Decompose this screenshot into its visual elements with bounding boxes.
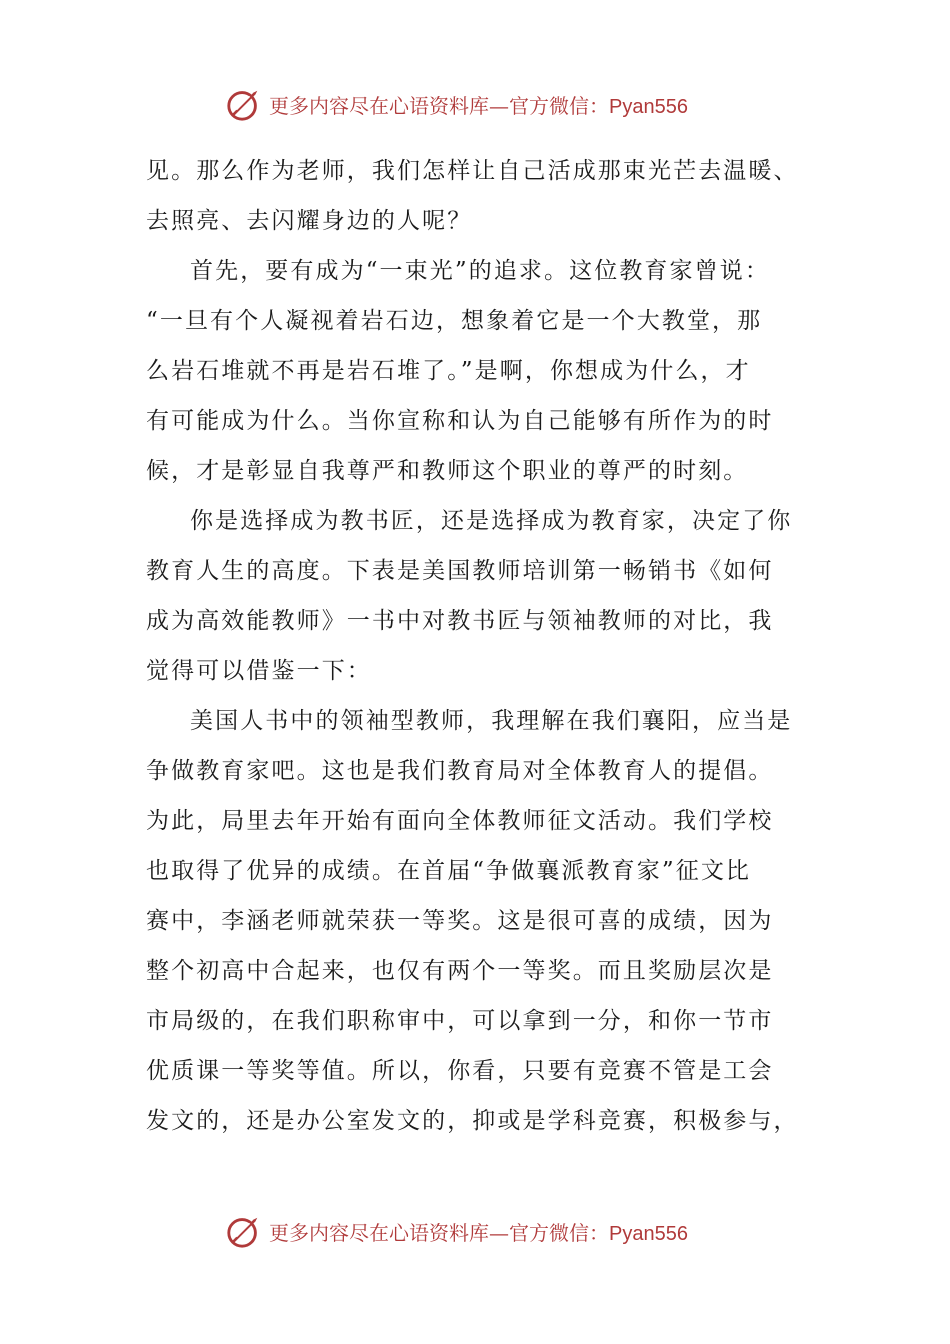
body-line: 赛中，李涵老师就荣获一等奖。这是很可喜的成绩，因为 (146, 908, 774, 934)
body-line: 见。那么作为老师，我们怎样让自己活成那束光芒去温暖、 (146, 158, 799, 184)
body-line: 首先，要有成为“一束光”的追求。这位教育家曾说： (190, 258, 770, 284)
body-line: 觉得可以借鉴一下： (146, 658, 372, 684)
body-line: 你是选择成为教书匠，还是选择成为教育家，决定了你 (190, 508, 793, 534)
header-wechat-label: 官方微信： (509, 93, 609, 118)
body-line: 成为高效能教师》一书中对教书匠与领袖教师的对比，我 (146, 608, 774, 634)
body-line: 争做教育家吧。这也是我们教育局对全体教育人的提倡。 (146, 758, 774, 784)
header-dash: — (489, 93, 509, 118)
footer-wechat-id: Pyan556 (609, 1222, 688, 1245)
header-text (269, 90, 688, 119)
quill-logo-icon (225, 85, 263, 123)
body-line: 也取得了优异的成绩。在首届“争做襄派教育家”征文比 (146, 858, 752, 884)
body-line: 美国人书中的领袖型教师，我理解在我们襄阳，应当是 (190, 708, 793, 734)
body-line: 市局级的，在我们职称审中，可以拿到一分，和你一节市 (146, 1008, 774, 1034)
body-line: 发文的，还是办公室发文的，抑或是学科竞赛，积极参与， (146, 1108, 799, 1134)
body-line: 候，才是彰显自我尊严和教师这个职业的尊严的时刻。 (146, 458, 749, 484)
footer-wechat-label: 官方微信： (509, 1220, 609, 1245)
body-line: “一旦有个人凝视着岩石边，想象着它是一个大教堂，那 (146, 308, 763, 334)
header-wechat-id: Pyan556 (609, 95, 688, 118)
header-brand: 更多内容尽在心语资料库 (269, 93, 489, 118)
footer-banner (0, 1209, 950, 1253)
body-line: 有可能成为什么。当你宣称和认为自己能够有所作为的时 (146, 408, 774, 434)
footer-text (269, 1217, 688, 1246)
header-banner (0, 82, 950, 126)
body-line: 教育人生的高度。下表是美国教师培训第一畅销书《如何 (146, 558, 774, 584)
quill-logo-icon (225, 1212, 263, 1250)
body-line: 去照亮、去闪耀身边的人呢？ (146, 208, 473, 234)
document-body (146, 146, 806, 1146)
footer-brand: 更多内容尽在心语资料库 (269, 1220, 489, 1245)
body-line: 整个初高中合起来，也仅有两个一等奖。而且奖励层次是 (146, 958, 774, 984)
footer-dash: — (489, 1220, 509, 1245)
body-line: 优质课一等奖等值。所以，你看，只要有竞赛不管是工会 (146, 1058, 774, 1084)
body-line: 么岩石堆就不再是岩石堆了。”是啊，你想成为什么，才 (146, 358, 751, 384)
body-line: 为此，局里去年开始有面向全体教师征文活动。我们学校 (146, 808, 774, 834)
